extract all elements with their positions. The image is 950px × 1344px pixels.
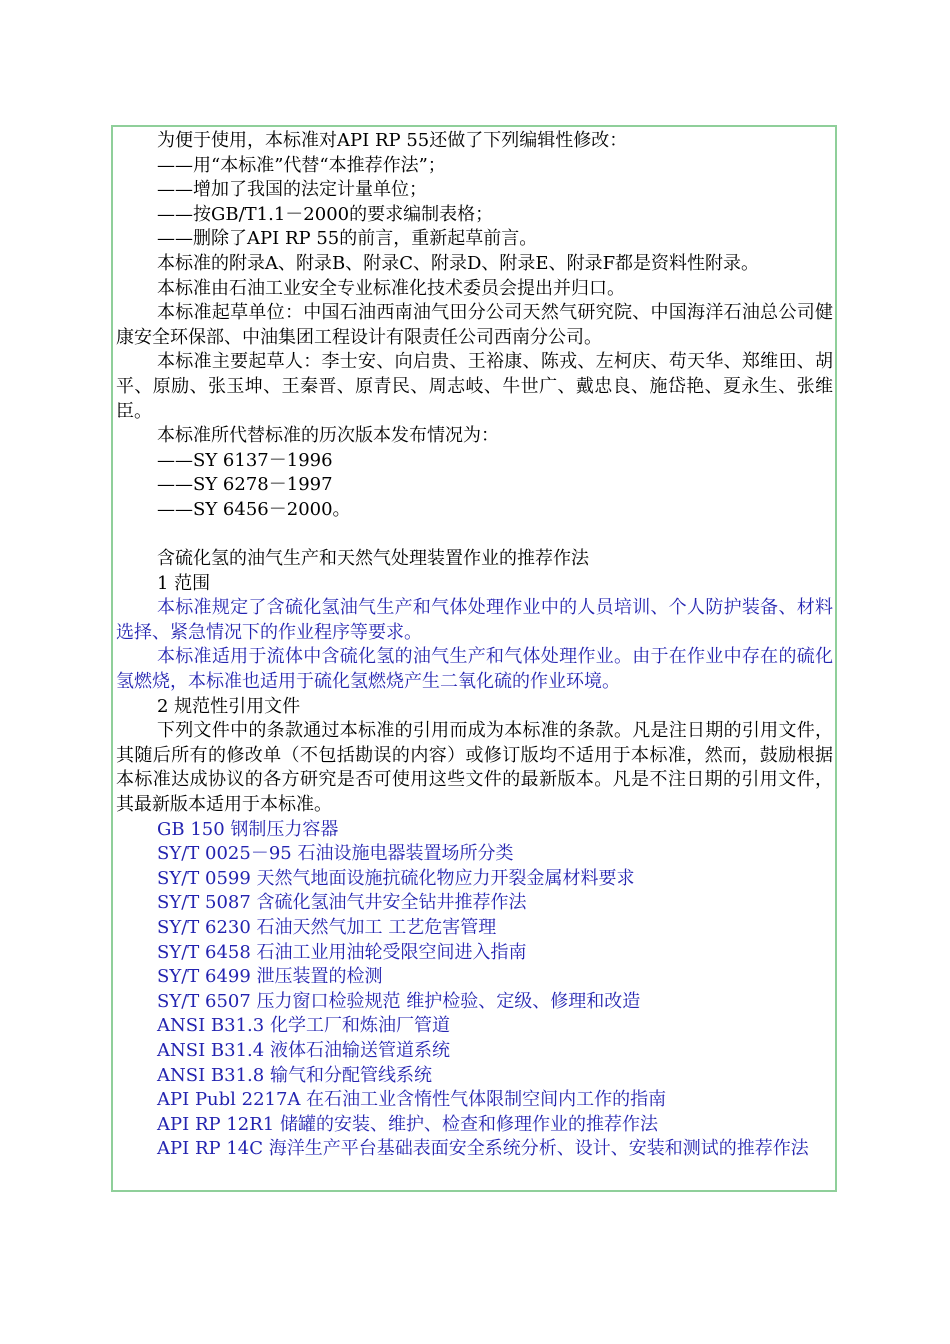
foreword-appendix-note: 本标准的附录A、附录B、附录C、附录D、附录E、附录F都是资料性附录。 [157,252,760,274]
foreword-edit-item: ——增加了我国的法定计量单位； [157,179,427,201]
reference-item[interactable]: SY/T 6499 泄压装置的检测 [157,966,383,988]
foreword-edit-item: ——按GB/T1.1－2000的要求编制表格； [157,203,494,225]
section-1-heading: 1 范围 [157,572,211,594]
reference-item[interactable]: ANSI B31.3 化学工厂和炼油厂管道 [157,1015,450,1037]
foreword-drafters: 本标准主要起草人：李士安、向启贵、王裕康、陈戎、左柯庆、苟天华、郑维田、胡平、原励、张玉坤、王秦晋、原青民、周志岐、牛世广、戴忠良、施岱艳、夏永生、张维臣。 [116,351,833,422]
foreword-edit-intro: 为便于使用，本标准对API RP 55还做了下列编辑性修改： [157,130,628,151]
reference-item[interactable]: API Publ 2217A 在石油工业含惰性气体限制空间内工作的指南 [157,1089,667,1111]
foreword-drafting-units: 本标准起草单位：中国石油西南油气田分公司天然气研究院、中国海洋石油总公司健康安全环保部、中油集团工程设计有限责任公司西南分公司。 [116,302,833,348]
reference-item[interactable]: SY/T 6458 石油工业用油轮受限空间进入指南 [157,941,527,963]
reference-item[interactable]: SY/T 6507 压力窗口检验规范 维护检验、定级、修理和改造 [157,990,641,1012]
reference-item[interactable]: ANSI B31.4 液体石油输送管道系统 [157,1039,450,1061]
reference-item[interactable]: GB 150 钢制压力容器 [157,818,339,840]
section-1-paragraph[interactable]: 本标准适用于流体中含硫化氢的油气生产和气体处理作业。由于在作业中存在的硫化氢燃烧，本标准也适用于硫化氢燃烧产生二氧化硫的作业环境。 [116,646,833,693]
reference-item[interactable]: SY/T 5087 含硫化氢油气井安全钻井推荐作法 [157,892,527,914]
document-title: 含硫化氢的油气生产和天然气处理装置作业的推荐作法 [157,548,589,570]
foreword-history-item: ——SY 6456－2000。 [157,498,351,520]
section-1-paragraph[interactable]: 本标准规定了含硫化氢油气生产和气体处理作业中的人员培训、个人防护装备、材料选择、紧急情况下的作业程序等要求。 [116,597,833,643]
reference-item[interactable]: SY/T 0599 天然气地面设施抗硫化物应力开裂金属材料要求 [157,867,635,889]
reference-item[interactable]: SY/T 6230 石油天然气加工 工艺危害管理 [157,917,497,938]
reference-item[interactable]: API RP 14C 海洋生产平台基础表面安全系统分析、设计、安装和测试的推荐作法 [157,1138,809,1160]
foreword-history-item: ——SY 6278－1997 [157,474,333,496]
document-page-frame [111,125,837,1192]
reference-item[interactable]: ANSI B31.8 输气和分配管线系统 [157,1064,432,1086]
section-2-intro: 下列文件中的条款通过本标准的引用而成为本标准的条款。凡是注日期的引用文件，其随后所有的修改单（不包括勘误的内容）或修订版均不适用于本标准，然而，鼓励根据本标准达成协议的各方研究是否可使用这些文件的最新版本。凡是不注日期的引用文件，其最新版本适用于本标准。 [116,720,833,816]
blank-line [116,523,833,548]
foreword-history-intro: 本标准所代替标准的历次版本发布情况为： [157,425,499,447]
foreword-history-item: ——SY 6137－1996 [157,449,333,471]
foreword-edit-item: ——删除了API RP 55的前言，重新起草前言。 [157,228,538,250]
reference-item[interactable]: API RP 12R1 储罐的安装、维护、检查和修理作业的推荐作法 [157,1113,658,1135]
reference-item[interactable]: SY/T 0025－95 石油设施电器装置场所分类 [157,843,514,865]
foreword-edit-item: ——用“本标准”代替“本推荐作法”； [157,154,446,176]
section-2-heading: 2 规范性引用文件 [157,695,301,717]
foreword-proposer: 本标准由石油工业安全专业标准化技术委员会提出并归口。 [157,277,625,299]
